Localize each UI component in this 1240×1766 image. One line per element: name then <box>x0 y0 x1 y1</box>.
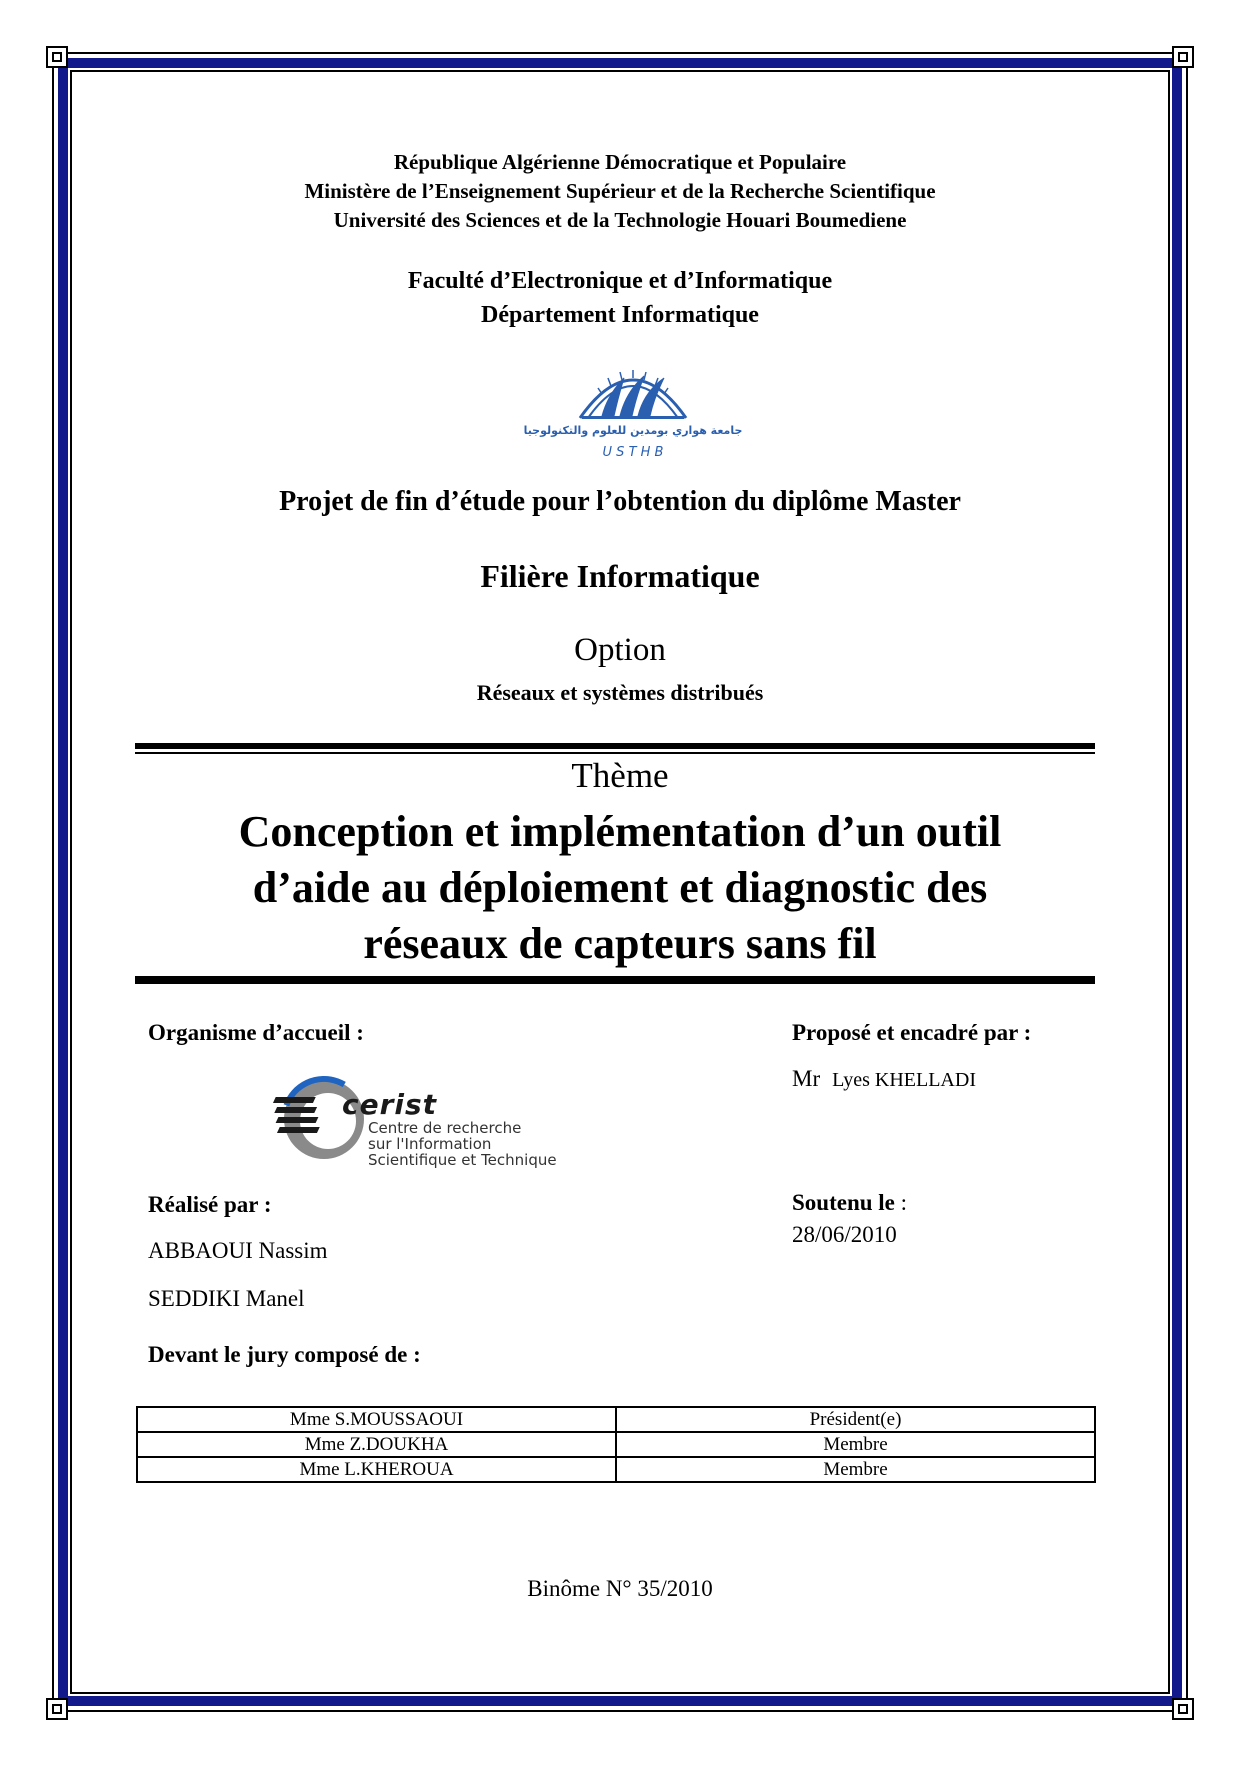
frame-corner-top-left <box>46 46 68 68</box>
jury-member-name: Mme S.MOUSSAOUI <box>137 1407 616 1432</box>
supervisor-value <box>792 1066 976 1092</box>
cerist-logo-line: sur l'Information <box>368 1135 492 1153</box>
usthb-logo-arabic: جامعة هواري بومدين للعلوم والتكنولوجيا <box>523 424 743 437</box>
cerist-logo-line: Centre de recherche <box>368 1119 522 1137</box>
jury-member-name: Mme L.KHEROUA <box>137 1457 616 1482</box>
binome-number: Binôme N° 35/2010 <box>527 1576 713 1601</box>
table-row <box>137 1407 1095 1432</box>
author-name: SEDDIKI Manel <box>148 1286 305 1311</box>
jury-member-role: Président(e) <box>616 1407 1095 1432</box>
host-label: Organisme d’accueil : <box>148 1020 364 1045</box>
jury-member-role: Membre <box>616 1432 1095 1457</box>
cerist-logo-line: Scientifique et Technique <box>368 1151 557 1169</box>
usthb-logo-latin: U S T H B <box>602 445 664 460</box>
defense-label: Soutenu le <box>792 1190 895 1215</box>
frame-corner-bottom-right <box>1172 1698 1194 1720</box>
department-name: Département Informatique <box>481 302 759 328</box>
table-row <box>137 1457 1095 1482</box>
frame-corner-bottom-left <box>46 1698 68 1720</box>
table-row <box>137 1432 1095 1457</box>
faculty-name: Faculté d’Electronique et d’Informatique <box>407 268 833 294</box>
theme-title-line: réseaux de capteurs sans fil <box>363 919 877 968</box>
theme-title <box>90 804 1150 972</box>
ministry-line: Ministère de l’Enseignement Supérieur et de la Recherche Scientifique <box>304 179 936 203</box>
jury-table <box>136 1406 1096 1483</box>
theme-rule-top-thin <box>135 752 1095 754</box>
faculty-block <box>90 264 1150 332</box>
option-value: Réseaux et systèmes distribués <box>476 680 764 705</box>
republic-line: République Algérienne Démocratique et Populaire <box>393 150 847 174</box>
jury-member-role: Membre <box>616 1457 1095 1482</box>
supervisor-name: Lyes KHELLADI <box>832 1069 976 1091</box>
frame-corner-top-right <box>1172 46 1194 68</box>
filiere-title: Filière Informatique <box>480 558 760 594</box>
option-label: Option <box>574 632 666 668</box>
theme-label: Thème <box>571 756 669 795</box>
jury-member-name: Mme Z.DOUKHA <box>137 1432 616 1457</box>
theme-rule-bottom <box>135 976 1095 984</box>
theme-rule-top <box>135 743 1095 749</box>
institution-header <box>90 148 1150 235</box>
supervisor-label: Proposé et encadré par : <box>792 1020 1032 1045</box>
author-name: ABBAOUI Nassim <box>148 1238 328 1263</box>
jury-label: Devant le jury composé de : <box>148 1342 421 1367</box>
cerist-logo-text <box>368 1120 557 1168</box>
university-line: Université des Sciences et de la Technologie Houari Boumediene <box>333 208 907 232</box>
supervisor-title: Mr <box>792 1066 821 1091</box>
project-title: Projet de fin d’étude pour l’obtention du diplôme Master <box>279 486 961 517</box>
theme-title-line: d’aide au déploiement et diagnostic des <box>252 863 988 912</box>
usthb-logo <box>523 348 743 462</box>
authors-label: Réalisé par : <box>148 1192 272 1217</box>
defense-date: 28/06/2010 <box>792 1222 897 1247</box>
cerist-logo-word: cerist <box>342 1088 438 1121</box>
defense-colon: : <box>894 1190 908 1215</box>
theme-title-line: Conception et implémentation d’un outil <box>238 807 1002 856</box>
defense-label-line <box>792 1190 907 1216</box>
